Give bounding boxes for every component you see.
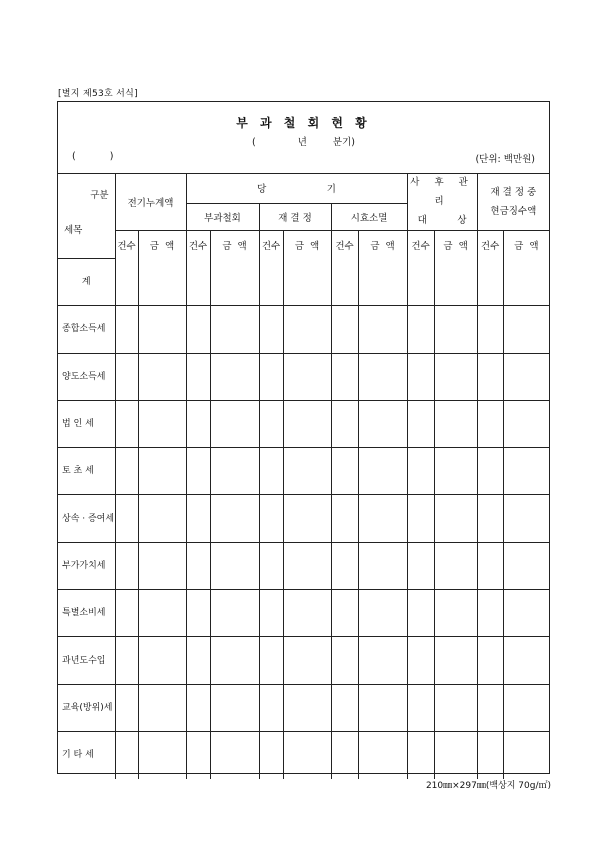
row-label: 과년도수입 bbox=[58, 637, 115, 684]
amount-cell[interactable] bbox=[210, 400, 259, 447]
amount-cell[interactable] bbox=[503, 448, 549, 495]
amount-cell[interactable] bbox=[503, 259, 549, 306]
count-cell[interactable] bbox=[115, 259, 138, 306]
amount-cell[interactable] bbox=[138, 731, 186, 778]
count-cell[interactable] bbox=[477, 637, 503, 684]
amount-cell[interactable] bbox=[138, 353, 186, 400]
count-cell[interactable] bbox=[186, 590, 210, 637]
header-post-target-2: 상 bbox=[457, 215, 467, 226]
count-cell[interactable] bbox=[259, 353, 283, 400]
count-cell[interactable] bbox=[186, 306, 210, 353]
count-cell[interactable] bbox=[115, 590, 138, 637]
count-cell[interactable] bbox=[477, 400, 503, 447]
header-post-management bbox=[407, 173, 477, 231]
count-cell[interactable] bbox=[186, 684, 210, 731]
count-cell[interactable] bbox=[331, 495, 358, 542]
count-cell[interactable] bbox=[407, 542, 434, 589]
row-label: 교육(방위)세 bbox=[58, 684, 115, 731]
amount-cell[interactable] bbox=[138, 259, 186, 306]
count-cell[interactable] bbox=[331, 448, 358, 495]
table-row bbox=[58, 495, 549, 542]
amount-cell[interactable] bbox=[358, 542, 407, 589]
amount-cell[interactable] bbox=[358, 400, 407, 447]
amount-cell[interactable] bbox=[138, 448, 186, 495]
count-cell[interactable] bbox=[259, 259, 283, 306]
amount-cell[interactable] bbox=[283, 590, 331, 637]
amount-cell[interactable] bbox=[503, 400, 549, 447]
row-label: 계 bbox=[58, 259, 115, 306]
table-row bbox=[58, 637, 549, 684]
amount-cell[interactable] bbox=[283, 495, 331, 542]
subheader-count: 건수 bbox=[115, 231, 138, 259]
count-cell[interactable] bbox=[331, 542, 358, 589]
count-cell[interactable] bbox=[115, 448, 138, 495]
amount-cell[interactable] bbox=[138, 684, 186, 731]
table-row bbox=[58, 306, 549, 353]
report-form bbox=[57, 101, 550, 774]
count-cell[interactable] bbox=[477, 684, 503, 731]
count-cell[interactable] bbox=[259, 400, 283, 447]
count-cell[interactable] bbox=[331, 590, 358, 637]
count-cell[interactable] bbox=[477, 590, 503, 637]
count-cell[interactable] bbox=[477, 495, 503, 542]
count-cell[interactable] bbox=[186, 353, 210, 400]
subheader-count: 건수 bbox=[186, 231, 210, 259]
header-current: 당 기 bbox=[186, 173, 407, 204]
count-cell[interactable] bbox=[407, 731, 434, 778]
count-cell[interactable] bbox=[331, 353, 358, 400]
count-cell[interactable] bbox=[407, 353, 434, 400]
amount-cell[interactable] bbox=[210, 495, 259, 542]
period-year: 년 bbox=[297, 137, 307, 148]
data-rows bbox=[58, 259, 549, 779]
withdrawal-table bbox=[58, 173, 549, 779]
header-semok: 세목 bbox=[64, 225, 83, 236]
title-area bbox=[58, 102, 549, 174]
amount-cell[interactable] bbox=[283, 306, 331, 353]
row-label: 종합소득세 bbox=[58, 306, 115, 353]
amount-cell[interactable] bbox=[358, 495, 407, 542]
subheader-amount: 금 액 bbox=[283, 231, 331, 259]
count-cell[interactable] bbox=[115, 684, 138, 731]
subheader-count: 건수 bbox=[407, 231, 434, 259]
amount-cell[interactable] bbox=[358, 637, 407, 684]
count-cell[interactable] bbox=[115, 731, 138, 778]
count-cell[interactable] bbox=[407, 306, 434, 353]
row-label: 기 타 세 bbox=[58, 731, 115, 778]
amount-cell[interactable] bbox=[138, 637, 186, 684]
count-cell[interactable] bbox=[186, 495, 210, 542]
header-redecision-cash-line1: 재 결 정 중 bbox=[490, 186, 537, 198]
amount-cell[interactable] bbox=[434, 353, 477, 400]
amount-cell[interactable] bbox=[283, 353, 331, 400]
amount-cell[interactable] bbox=[283, 400, 331, 447]
period-quarter: 분기) bbox=[332, 137, 355, 148]
amount-cell[interactable] bbox=[210, 637, 259, 684]
amount-cell[interactable] bbox=[434, 400, 477, 447]
period-line bbox=[58, 134, 549, 148]
amount-cell[interactable] bbox=[503, 731, 549, 778]
header-prev-cumulative: 전기누계액 bbox=[115, 173, 186, 231]
count-cell[interactable] bbox=[477, 259, 503, 306]
header-post-target-1: 대 bbox=[417, 215, 427, 226]
count-cell[interactable] bbox=[259, 542, 283, 589]
table-row bbox=[58, 684, 549, 731]
count-cell[interactable] bbox=[407, 448, 434, 495]
amount-cell[interactable] bbox=[434, 731, 477, 778]
table-row bbox=[58, 590, 549, 637]
count-cell[interactable] bbox=[331, 400, 358, 447]
subheader-amount: 금 액 bbox=[503, 231, 549, 259]
amount-cell[interactable] bbox=[283, 684, 331, 731]
amount-cell[interactable] bbox=[503, 684, 549, 731]
amount-cell[interactable] bbox=[434, 259, 477, 306]
count-cell[interactable] bbox=[477, 542, 503, 589]
count-cell[interactable] bbox=[331, 259, 358, 306]
count-cell[interactable] bbox=[407, 637, 434, 684]
amount-cell[interactable] bbox=[138, 306, 186, 353]
amount-cell[interactable] bbox=[358, 590, 407, 637]
count-cell[interactable] bbox=[259, 495, 283, 542]
amount-cell[interactable] bbox=[210, 306, 259, 353]
amount-cell[interactable] bbox=[358, 259, 407, 306]
amount-cell[interactable] bbox=[503, 495, 549, 542]
table-row bbox=[58, 353, 549, 400]
amount-cell[interactable] bbox=[358, 306, 407, 353]
header-gubun-semok bbox=[58, 173, 115, 259]
count-cell[interactable] bbox=[331, 637, 358, 684]
count-cell[interactable] bbox=[407, 684, 434, 731]
amount-cell[interactable] bbox=[503, 637, 549, 684]
count-cell[interactable] bbox=[259, 448, 283, 495]
subheader-amount: 금 액 bbox=[434, 231, 477, 259]
table-row bbox=[58, 259, 549, 306]
count-cell[interactable] bbox=[186, 637, 210, 684]
header-withdrawal: 부과철회 bbox=[186, 204, 259, 231]
count-cell[interactable] bbox=[407, 590, 434, 637]
count-cell[interactable] bbox=[477, 353, 503, 400]
amount-cell[interactable] bbox=[283, 259, 331, 306]
unit-label: (단위: 백만원) bbox=[475, 154, 535, 165]
count-cell[interactable] bbox=[331, 684, 358, 731]
count-cell[interactable] bbox=[186, 448, 210, 495]
subheader-count: 건수 bbox=[331, 231, 358, 259]
count-cell[interactable] bbox=[259, 684, 283, 731]
amount-cell[interactable] bbox=[210, 353, 259, 400]
amount-cell[interactable] bbox=[503, 590, 549, 637]
count-cell[interactable] bbox=[186, 542, 210, 589]
form-title: 부 과 철 회 현 황 bbox=[236, 116, 371, 130]
count-cell[interactable] bbox=[186, 731, 210, 778]
count-cell[interactable] bbox=[115, 637, 138, 684]
count-cell[interactable] bbox=[331, 731, 358, 778]
amount-cell[interactable] bbox=[138, 495, 186, 542]
row-label: 부가가치세 bbox=[58, 542, 115, 589]
amount-cell[interactable] bbox=[434, 495, 477, 542]
count-cell[interactable] bbox=[477, 448, 503, 495]
subheader-amount: 금 액 bbox=[210, 231, 259, 259]
count-cell[interactable] bbox=[115, 495, 138, 542]
count-cell[interactable] bbox=[186, 400, 210, 447]
amount-cell[interactable] bbox=[358, 448, 407, 495]
row-label: 양도소득세 bbox=[58, 353, 115, 400]
amount-cell[interactable] bbox=[503, 306, 549, 353]
table-row bbox=[58, 400, 549, 447]
table-row bbox=[58, 448, 549, 495]
subheader-amount: 금 액 bbox=[358, 231, 407, 259]
count-cell[interactable] bbox=[259, 731, 283, 778]
office-close: ) bbox=[109, 151, 114, 162]
header-redecision: 재 결 정 bbox=[259, 204, 331, 231]
count-cell[interactable] bbox=[407, 495, 434, 542]
count-cell[interactable] bbox=[115, 306, 138, 353]
office-open: ( bbox=[72, 151, 76, 162]
count-cell[interactable] bbox=[477, 306, 503, 353]
amount-cell[interactable] bbox=[434, 637, 477, 684]
amount-cell[interactable] bbox=[210, 590, 259, 637]
amount-cell[interactable] bbox=[434, 542, 477, 589]
header-redecision-cash-line2: 현금징수액 bbox=[490, 205, 537, 217]
subheader-row bbox=[58, 231, 549, 259]
row-label: 특별소비세 bbox=[58, 590, 115, 637]
count-cell[interactable] bbox=[115, 542, 138, 589]
office-field bbox=[72, 151, 113, 162]
amount-cell[interactable] bbox=[138, 590, 186, 637]
amount-cell[interactable] bbox=[283, 637, 331, 684]
row-label: 토 초 세 bbox=[58, 448, 115, 495]
amount-cell[interactable] bbox=[283, 448, 331, 495]
amount-cell[interactable] bbox=[138, 400, 186, 447]
header-redecision-cash bbox=[477, 173, 549, 231]
subheader-amount: 금 액 bbox=[138, 231, 186, 259]
row-label: 법 인 세 bbox=[58, 400, 115, 447]
amount-cell[interactable] bbox=[210, 542, 259, 589]
count-cell[interactable] bbox=[331, 306, 358, 353]
count-cell[interactable] bbox=[407, 259, 434, 306]
amount-cell[interactable] bbox=[434, 590, 477, 637]
table-row bbox=[58, 542, 549, 589]
count-cell[interactable] bbox=[186, 259, 210, 306]
amount-cell[interactable] bbox=[210, 684, 259, 731]
amount-cell[interactable] bbox=[503, 542, 549, 589]
count-cell[interactable] bbox=[407, 400, 434, 447]
count-cell[interactable] bbox=[477, 731, 503, 778]
table-row bbox=[58, 731, 549, 778]
amount-cell[interactable] bbox=[434, 306, 477, 353]
amount-cell[interactable] bbox=[283, 542, 331, 589]
header-gubun: 구분 bbox=[90, 190, 109, 201]
header-post-management-line1: 사 후 관 리 bbox=[410, 177, 474, 207]
row-label: 상속 · 증여세 bbox=[58, 495, 115, 542]
subheader-count: 건수 bbox=[477, 231, 503, 259]
header-prescription: 시효소멸 bbox=[331, 204, 407, 231]
period-open: ( bbox=[252, 137, 256, 148]
amount-cell[interactable] bbox=[210, 448, 259, 495]
amount-cell[interactable] bbox=[358, 353, 407, 400]
amount-cell[interactable] bbox=[210, 259, 259, 306]
amount-cell[interactable] bbox=[358, 731, 407, 778]
amount-cell[interactable] bbox=[503, 353, 549, 400]
paper-spec: 210㎜×297㎜(백상지 70g/㎡) bbox=[425, 781, 551, 791]
amount-cell[interactable] bbox=[434, 684, 477, 731]
amount-cell[interactable] bbox=[210, 731, 259, 778]
count-cell[interactable] bbox=[259, 306, 283, 353]
amount-cell[interactable] bbox=[283, 731, 331, 778]
header-post-target bbox=[408, 211, 477, 230]
count-cell[interactable] bbox=[115, 400, 138, 447]
form-label: [별지 제53호 서식] bbox=[58, 89, 138, 99]
amount-cell[interactable] bbox=[434, 448, 477, 495]
amount-cell[interactable] bbox=[138, 542, 186, 589]
subheader-count: 건수 bbox=[259, 231, 283, 259]
count-cell[interactable] bbox=[259, 637, 283, 684]
count-cell[interactable] bbox=[115, 353, 138, 400]
count-cell[interactable] bbox=[259, 590, 283, 637]
amount-cell[interactable] bbox=[358, 684, 407, 731]
